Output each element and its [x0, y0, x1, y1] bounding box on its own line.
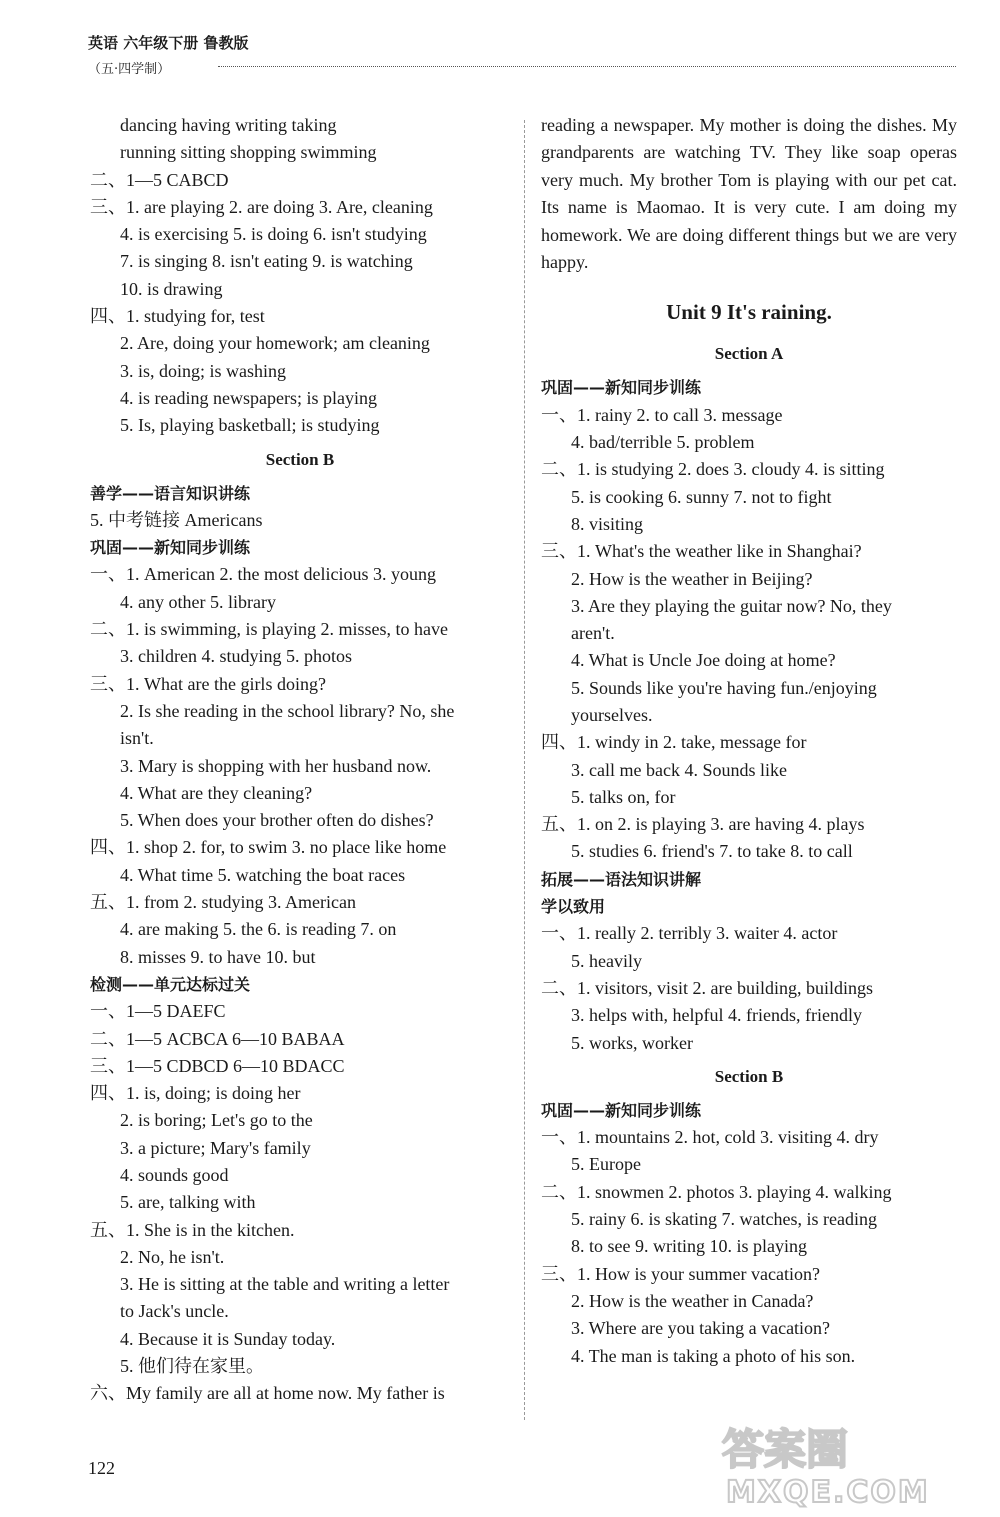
answer-line: to Jack's uncle. — [120, 1301, 229, 1322]
watermark-text: 答案圈 — [722, 1425, 849, 1474]
answer-line: 8. misses 9. to have 10. but — [120, 946, 316, 967]
answer-line: 四、1. windy in 2. take, message for — [541, 732, 807, 753]
watermark-url: MXQE.COM — [726, 1475, 930, 1510]
answer-line: 3. a picture; Mary's family — [120, 1137, 311, 1158]
answer-line: 二、1. is swimming, is playing 2. misses, to have — [90, 619, 448, 640]
answer-line: 5. heavily — [571, 950, 642, 971]
answer-line: isn't. — [120, 728, 154, 749]
answer-line: running sitting shopping swimming — [120, 142, 377, 163]
answer-line: 5. rainy 6. is skating 7. watches, is reading — [571, 1209, 877, 1230]
answer-line: 二、1. visitors, visit 2. are building, buildings — [541, 977, 873, 998]
section-heading: Section A — [714, 344, 784, 364]
book-title: 英语 六年级下册 鲁教版 — [88, 34, 249, 52]
answer-line: 5. Sounds like you're having fun./enjoying — [571, 677, 877, 698]
answer-line: 5. 中考链接 Americans — [90, 509, 263, 530]
subsection-heading: 检测——单元达标过关 — [90, 974, 251, 994]
answer-line: 3. Mary is shopping with her husband now. — [120, 755, 432, 776]
answer-line: 3. is, doing; is washing — [120, 360, 287, 381]
answer-line: 四、1. is, doing; is doing her — [90, 1083, 301, 1104]
answer-line: 一、1. mountains 2. hot, cold 3. visiting 4. dry — [541, 1127, 879, 1148]
answer-line: 一、1. American 2. the most delicious 3. young — [90, 564, 436, 585]
answer-line: 5. Europe — [571, 1154, 641, 1175]
answer-line: 三、1. What are the girls doing? — [90, 673, 326, 694]
left-column — [90, 112, 510, 1408]
answer-line: aren't. — [571, 623, 615, 644]
answer-line: 3. He is sitting at the table and writing a letter — [120, 1274, 450, 1295]
answer-line: 5. 他们待在家里。 — [120, 1356, 264, 1377]
answer-line: 4. sounds good — [120, 1164, 229, 1185]
answer-line: 一、1—5 DAEFC — [90, 1001, 226, 1022]
answer-line: 10. is drawing — [120, 278, 223, 299]
answer-line: 一、1. really 2. terribly 3. waiter 4. actor — [541, 923, 838, 944]
answer-line: 5. studies 6. friend's 7. to take 8. to call — [571, 841, 853, 862]
answer-line: 5. talks on, for — [571, 786, 676, 807]
answer-line: 2. How is the weather in Canada? — [571, 1290, 814, 1311]
answer-line: 5. is cooking 6. sunny 7. not to fight — [571, 486, 832, 507]
subsection-heading: 拓展——语法知识讲解 — [541, 869, 702, 889]
answer-line: 五、1. on 2. is playing 3. are having 4. plays — [541, 814, 865, 835]
answer-line: 二、1—5 ACBCA 6—10 BABAA — [90, 1028, 345, 1049]
section-heading: Unit 9 It's raining. — [666, 300, 832, 325]
column-divider — [524, 120, 525, 1420]
page-header — [88, 32, 956, 80]
watermark-logo — [712, 1418, 982, 1510]
answer-line: 3. Are they playing the guitar now? No, they — [571, 595, 892, 616]
answer-line: 4. What time 5. watching the boat races — [120, 864, 406, 885]
answer-line: 2. No, he isn't. — [120, 1246, 225, 1267]
answer-line: 2. Is she reading in the school library? No, she — [120, 700, 455, 721]
answer-line: 一、1. rainy 2. to call 3. message — [541, 404, 783, 425]
subsection-heading: 善学——语言知识讲练 — [90, 483, 251, 503]
subsection-heading: 学以致用 — [541, 897, 606, 917]
answer-line: 二、1. is studying 2. does 3. cloudy 4. is sitting — [541, 459, 885, 480]
answer-line: 4. The man is taking a photo of his son. — [571, 1345, 856, 1366]
answer-line: 三、1. are playing 2. are doing 3. Are, cleaning — [90, 196, 433, 217]
answer-line: yourselves. — [571, 705, 653, 725]
answer-line: 8. visiting — [571, 513, 644, 534]
answer-line: 7. is singing 8. isn't eating 9. is watching — [120, 251, 413, 272]
right-column — [541, 112, 957, 1370]
answer-line: 4. are making 5. the 6. is reading 7. on — [120, 919, 397, 940]
answer-line: 4. What is Uncle Joe doing at home? — [571, 650, 836, 671]
answer-line: 4. What are they cleaning? — [120, 782, 313, 803]
page-number: 122 — [88, 1458, 115, 1478]
answer-line: 三、1—5 CDBCD 6—10 BDACC — [90, 1055, 345, 1076]
answer-line: 4. bad/terrible 5. problem — [571, 432, 755, 453]
answer-line: 5. Is, playing basketball; is studying — [120, 415, 380, 436]
answer-line: 五、1. from 2. studying 3. American — [90, 892, 356, 913]
answer-line: 六、My family are all at home now. My father is — [90, 1383, 445, 1404]
answer-line: 2. Are, doing your homework; am cleaning — [120, 333, 430, 354]
answer-line: 5. works, worker — [571, 1032, 693, 1053]
answer-line: 5. are, talking with — [120, 1192, 256, 1213]
answer-line: 3. call me back 4. Sounds like — [571, 759, 787, 780]
answer-line: 2. is boring; Let's go to the — [120, 1110, 313, 1131]
subsection-heading: 巩固——新知同步训练 — [90, 538, 251, 558]
answer-line: 四、1. shop 2. for, to swim 3. no place like home — [90, 837, 447, 858]
answer-line: 二、1. snowmen 2. photos 3. playing 4. walking — [541, 1181, 892, 1202]
subsection-heading: 巩固——新知同步训练 — [541, 1100, 702, 1120]
answer-line: 4. is reading newspapers; is playing — [120, 387, 377, 408]
header-rule — [218, 66, 956, 67]
answer-line: 五、1. She is in the kitchen. — [90, 1219, 295, 1240]
answer-line: 4. Because it is Sunday today. — [120, 1328, 336, 1349]
answer-line: 三、1. What's the weather like in Shanghai? — [541, 541, 862, 562]
answer-line: dancing having writing taking — [120, 115, 337, 135]
answer-line: 8. to see 9. writing 10. is playing — [571, 1236, 807, 1257]
answer-line: 四、1. studying for, test — [90, 306, 265, 327]
answer-line: 2. How is the weather in Beijing? — [571, 568, 813, 589]
section-heading: Section B — [714, 1066, 784, 1086]
section-heading: Section B — [265, 449, 335, 469]
answer-line: 4. any other 5. library — [120, 591, 276, 612]
answer-line: 3. helps with, helpful 4. friends, friendly — [571, 1005, 862, 1026]
answer-line: 三、1. How is your summer vacation? — [541, 1263, 820, 1284]
subsection-heading: 巩固——新知同步训练 — [541, 378, 702, 398]
answer-line: 3. Where are you taking a vacation? — [571, 1318, 831, 1339]
answer-line: 4. is exercising 5. is doing 6. isn't studying — [120, 224, 427, 245]
continued-paragraph: reading a newspaper. My mother is doing the dishes. My grandparents are watching TV. They like soap operas very much. My brother Tom is playing with our pet cat. Its name is Maomao. It is very cute. I am doing my homework. We are doing different things but we are very happy. — [541, 115, 957, 273]
book-subtitle: （五·四学制） — [88, 62, 171, 77]
answer-line: 5. When does your brother often do dishes? — [120, 810, 434, 831]
answer-line: 二、1—5 CABCD — [90, 169, 229, 190]
answer-line: 3. children 4. studying 5. photos — [120, 646, 352, 667]
